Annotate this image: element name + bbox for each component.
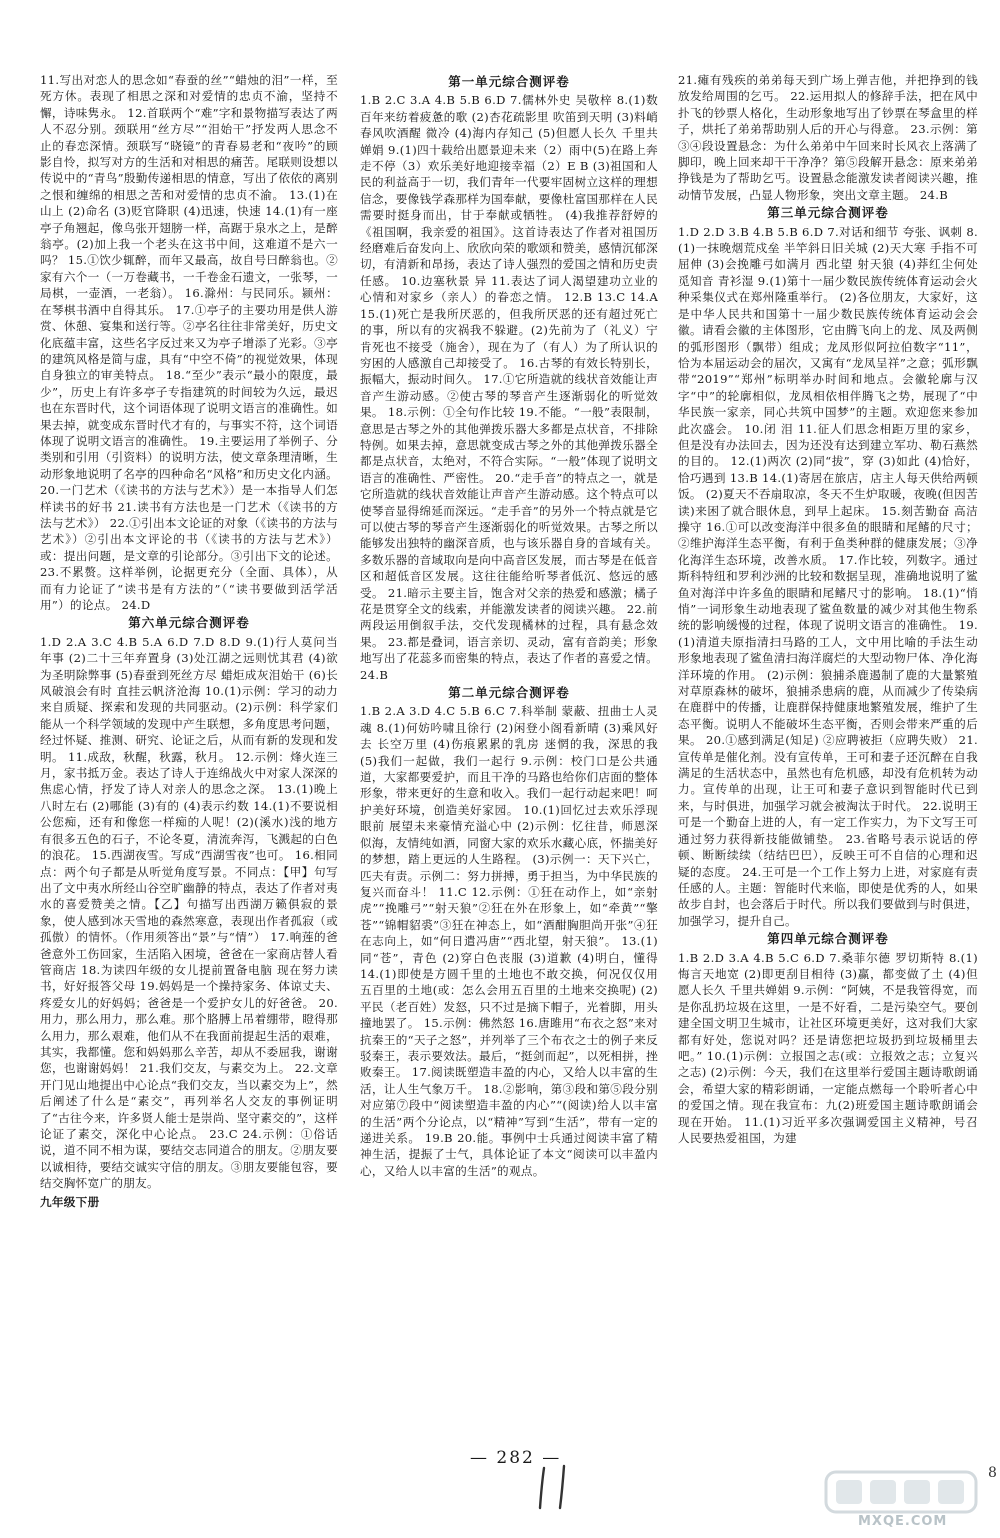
answer-text: 21.瘫有残疾的弟弟每天到广场上弹吉他，并把挣到的钱放发给周围的乞丐。 22.运用拟人的修辞手法，把在风中扑飞的钞票人格化，生动形象地写出了钞票在琴盒里的样子，烘托了弟弟帮助别人后的开心与得意。 23.示例：第③④段设置悬念：为什么弟弟中午回来时长风衣上落满了脚印，晚上回来却干干净净？第⑤段解开悬念：原来弟弟挣钱是为了帮助乞丐。设置悬念能激发读者阅读兴趣，推动情节发展，凸显人物形象，突出文章主题。 24.B: [678, 73, 978, 202]
section-heading: 第二单元综合测评卷: [448, 685, 570, 701]
answer-text: 1.B 2.C 3.A 4.B 5.B 6.D 7.儒林外史 吴敬梓 8.(1)数百年来纺着疲惫的歌 (2)杏花疏影里 吹笛到天明 (3)料峭春风吹酒醒 微冷 (4)海内存知己 (5)但愿人长久 千里共婵娟 9.(1)四十载给出愿景迎未来（2）雨中(5)在路上奔走不停（3）欢乐美好地迎接幸福（2）E B (3)祖国和人民的利益高于一切，我们青年一代要牢固树立这样的理想信念，要像钱学森那样为国奉献，要像杜富国那样在人民需要时挺身而出，甘于奉献或牺牲。 (4)我推荐舒婷的《祖国啊，我亲爱的祖国》。这首诗表达了作者对祖国历经磨难后奋发向上、欣欣向荣的歌颂和赞美，感情沉郁深切，有清新和昂扬，表达了诗人强烈的爱国之情和历史责任感。 10.边塞秋景 异 11.表达了词人渴望建功立业的心情和对家乡（亲人）的眷恋之情。 12.B 13.C 14.A 15.(1)死亡是我所厌恶的，但我所厌恶的还有超过死亡的事，所以有的灾祸我不躲避。(2)先前为了（礼义）宁肯死也不接受（施舍），现在为了（有人）为了所认识的穷困的人感激自己却接受了。 16.古琴的有效长特别长，振幅大，振动时间久。 17.①它所造就的线状音效能让声音产生游动感。②使古琴的琴音产生逐渐弱化的听觉效果。 18.示例：①全句作比较 19.不能。“一般”表限制，意思是古琴之外的其他弹拨乐器大多都是点状音，不排除特例。如果去掉，意思就变成古琴之外的其他弹拨乐器全都是点状音，太绝对，不符合实际。“一般”体现了说明文语言的准确性、严密性。 20.“走手音”的特点之一，就是它所造就的线状音效能让声音产生游动感。这个特点可以使琴音显得绵延而深远。“走手音”的另外一个特点就是它可以使古琴的琴音产生逐渐弱化的听觉效果。古琴之所以能够发出独特的幽深音质，也与该乐器自身的音域有关。多数乐器的音域取向是向中高音区发展，而古琴是在低音区和超低音区发展。这往往能给听琴者低沉、悠远的感受。 21.暗示主要主旨，饱含对父亲的热爱和感激；橘子花是贯穿全文的线索，并能激发读者的阅读兴趣。 22.前两段运用倒叙手法，交代发现橘林的过程，具有悬念效果。 23.都是叠词，语言亲切、灵动，富有音韵美；形象地写出了花蕊多而密集的特点，表达了作者的喜爱之情。 24.B: [360, 93, 658, 682]
handwritten-mark: [530, 1462, 590, 1512]
section-heading: 第四单元综合测评卷: [767, 931, 889, 947]
section-heading: 第一单元综合测评卷: [448, 74, 570, 89]
watermark-url: MXQE.COM: [858, 1514, 948, 1529]
page-number: — 282 —: [470, 1448, 562, 1468]
answer-column-middle: [360, 72, 658, 1512]
answer-text: 1.B 2.A 3.D 4.C 5.B 6.C 7.科举制 蒙蔽、扭曲士人灵魂 8.(1)何妨吟啸且徐行 (2)闲登小阁看新晴 (3)乘风好去 长空万里 (4)伤痕累累的乳房 迷惘的我，深思的我 (5)我们一起做，我们一起行 9.示例：校门口是公共通道，大家都要爱护，而且干净的马路也给你们店面的整体形象，带来更好的生意和收入。我们一起行动起来吧！呵护美好环境，创造美好家园。 10.(1)回忆过去欢乐浮现眼前 展望未来豪情充溢心中 (2)示例：忆往昔，师恩深似海，友情纯如酒，同窗大家的欢乐水藏心底，怀揣美好的梦想，踏上更远的人生路程。 (3)示例一：天下兴亡，匹夫有责。示例二：努力拼搏，勇于担当，为中华民族的复兴而奋斗！ 11.C 12.示例：①狂在动作上，如“亲射虎”“挽雕弓”“射天狼”②狂在外在形象上，如“牵黄”“擎苍”“锦帽貂裘”③狂在神态上，如“酒酣胸胆尚开张”④狂在志向上，如“何日遣冯唐”“西北望，射天狼”。 13.(1)同“苍”，青色 (2)穿白色丧服 (3)道歉 (4)明白，懂得 14.(1)即使是方圆千里的土地也不敢交换，何况仅仅用五百里的土地(或：怎么会用五百里的土地来交换呢) (2)平民（老百姓）发怒，只不过是摘下帽子，光着脚，用头撞地罢了。 15.示例：佛然怒 16.唐雎用“布衣之怒”来对抗秦王的“天子之怒”，并列举了三个布衣之士的例子来反驳秦王，表示要效法。最后，“挺剑而起”，以死相拼，挫败秦王。 17.阅读既塑造丰盈的内心，又给人以丰富的生活，让人生气象万千。 18.②影响，第③段和第⑤段分别对应第⑦段中“阅读塑造丰盈的内心”“(阅读)给人以丰富的生活”两个分论点，以“精神”写到“生活”，带有一定的递进关系。 19.B 20.能。事例中士兵通过阅读丰富了精神生活，提振了士气，具体论证了本文“阅读可以丰盈内心，又给人以丰富的生活”的观点。: [360, 704, 658, 1178]
section-heading: 第六单元综合测评卷: [128, 615, 250, 631]
answer-text: 1.D 2.A 3.C 4.B 5.A 6.D 7.D 8.D 9.(1)行人莫问当年事 (2)二十三年弃置身 (3)处江湖之远则忧其君 (4)欲为圣明除弊事 (5)春蚕到死丝方尽 蜡炬成灰泪始干 (6)长风破浪会有时 直挂云帆济沧海 10.(1)示例：学习的动力来自质疑、探索和发现的共同驱动。(2)示例：科学家们能从一个科学领域的发现中产生联想，多角度思考问题，经过怀疑、推测、研究、论证之后，从而有新的发现和发明。 11.成敌，秋醒，秋露，秋月。 12.示例：烽火连三月，家书抵万金。表达了诗人于连绵战火中对家人深深的焦虑心情，抒发了诗人对亲人的思念之深。 13.(1)晚上八时左右 (2)哪能 (3)有的 (4)表示约数 14.(1)不要说相公您痴，还有和像您一样痴的人呢！(2)(溪水)浅的地方有很多五色的石子，不论冬夏，清流奔泻，飞溅起的白色的浪花。 15.西湖夜雪。写成“西湖雪夜”也可。 16.相同点：两个句子都是从听觉角度写景。不同点：【甲】句写出了文中夷水所经山谷空旷幽静的特点，表达了作者对夷水的喜爱赞美之情。【乙】句描写出西湖万籁俱寂的景象，使人感到冰天雪地的森然寒意，表现出作者孤寂（或孤傲）的情怀。（作用须答出“景”与“情”） 17.响莲的爸爸意外工伤回家，生活陷入困境，爸爸在一家商店替人看管商店 18.为读四年级的女儿提前置备电脑 现在努力读书，好好报答父母 19.妈妈是一个操持家务、体谅丈夫、疼爱女儿的好妈妈；爸爸是一个爱护女儿的好爸爸。 20.用力，那么用力，那么难。那个胳膊上吊着绷带，瞪得那么用力，那么艰难，他们从不在我面前提起生活的艰难，其实，我都懂。您和妈妈那么辛苦，却从不委屈我，谢谢您，也谢谢妈妈！ 21.我们交友，与素交为上。 22.文章开门见山地提出中心论点“我们交友，当以素交为上”，然后阐述了什么是“素交”，再列举名人交友的事例证明了“古往今来，许多贤人能士是崇尚、坚守素交的”，这样论证了素交，深化中心论点。 23.C 24.示例：①俗话说，道不同不相为谋，要结交志同道合的朋友。②朋友要以诚相待，要结交诚实守信的朋友。③朋友要能包容，要结交胸怀宽广的朋友。: [40, 634, 338, 1191]
answer-text: 11.写出对恋人的思念如“春蚕的丝”“蜡烛的泪”一样，至死方休。表现了相思之深和对爱情的忠贞不渝，坚持不懈，诗味隽永。 12.首联两个“难”字和景物描写表达了两人不忍分别。颈联用“丝方尽”“泪始干”抒发两人思念不止的春恋深情。颈联写“晓镜”的青春易老和“夜吟”的顾影自怜，拟写对方的生活和对相思的痛苦。尾联则设想以传说中的“青鸟”殷勤传递相思的情意，写出了依依的离别之恨和缠绵的相思之苦和对爱情的忠贞不渝。 13.(1)在山上 (2)命名 (3)贬官降职 (4)迅速，快速 14.(1)有一座亭子角翘起，像鸟张开翅膀一样，高踞于泉水之上，是醉翁亭。(2)加上我一个老头在这书中间，这难道不是六一吗？ 15.①饮少辄醉，而年又最高，故自号曰醉翁也。②家有六个一（一万卷藏书，一千卷金石遗文，一张琴，一局棋，一壶酒，一老翁）。 16.滁州：与民同乐。颍州：在琴棋书酒中自得其乐。 17.①亭子的主要功用是供人游赏、休憩、宴集和送行等。②亭名往往非常美好，历史文化底蕴丰富，这些名字反过来又为亭子增添了光彩。③亭的建筑风格是简与虚，具有“中空不倚”的视觉效果，体现自身独立的审美特点。 18.“至少”表示“最小的限度，最少”，历史上有许多亭子专指建筑的时间较为久远，最迟也在东晋时代，这个词语体现了说明文语言的准确性。如果去掉，就变成东晋时代才有的，与事实不符，这个词语体现了说明文语言的准确性。 19.主要运用了举例子、分类别和引用（引资料）的说明方法，使文章条理清晰，生动形象地说明了名亭的四种命名“风格”和历史文化内涵。 20.一门艺术（《读书的方法与艺术》）是一本指导人们怎样读书的好书 21.读书有方法也是一门艺术（《读书的方法与艺术》） 22.①引出本文论证的对象（《读书的方法与艺术》）②引出本文评论的书（《读书的方法与艺术》）或：提出问题，是文章的引论部分。③引出下文的论述。 23.不累赘。这样举例，论据更充分（全面、具体），从而有力论证了“读书是有方法的”（“读书要做到活学活用”）的论点。 24.D: [40, 73, 338, 612]
answer-column-right: [678, 72, 978, 1512]
section-heading: 第三单元综合测评卷: [767, 205, 889, 221]
answer-text: 1.D 2.D 3.B 4.B 5.B 6.D 7.对话和细节 夸张、讽刺 8.(1)一抹晚烟荒戍垒 半竿斜日旧关城 (2)天大寒 手指不可屈伸 (3)会挽雕弓如满月 西北望 射天狼 (4)莽红尘何处觅知音 青衫湿 9.(1)第十一届少数民族传统体育运动会火种采集仪式在郑州隆重举行。 (2)各位朋友，大家好，这是中华人民共和国第十一届少数民族传统体育运动会会徽。请看会徽的主体图形，它由腾飞向上的龙、凤及两侧的弧形图形（飘带）组成；龙凤形似阿拉伯数字“11”，恰为本届运动会的届次，又寓有“龙凤呈祥”之意；弧形飘带“2019”“郑州”标明举办时间和地点。会徽轮廓与汉字“中”的轮廓相似，龙凤相依相伴腾飞之势，展现了“中华民族一家亲，同心共筑中国梦”的主题。欢迎您来参加此次盛会。 10.闭 泪 11.征人们思念相距万里的家乡，但是没有办法回去，因为还没有达到建立军功、勒石燕然的目的。 12.(1)两次 (2)同“拔”，穿 (3)如此 (4)恰好，恰巧遇到 13.B 14.(1)寄居在旅店，店主人每天供给两顿饭。 (2)夏天不吞扇取凉，冬天不生炉取暖，夜晚(但因苦读)来困了就合眼休息，到早上起床。 15.刻苦勤奋 高洁操守 16.①可以改变海洋中很多鱼的眼睛和尾鳍的尺寸；②维护海洋生态平衡，有利于鱼类种群的健康发展；③净化海洋生态环境，改善水质。 17.作比较，列数字。通过斯科特纽和罗利沙洲的比较和数据呈现，准确地说明了鲨鱼对海洋中许多鱼的眼睛和尾鳍尺寸的影响。 18.(1)“悄悄”一词形象生动地表现了鲨鱼数量的减少对其他生物系统的影响缓慢的过程，体现了说明文语言的准确性。 19.(1)清道夫原指清扫马路的工人，文中用比喻的手法生动形象地表现了鲨鱼清扫海洋腐烂的大型动物尸体、净化海洋环境的作用。 (2)示例：狼捕杀鹿遏制了鹿的大量繁殖对草原森林的破坏，狼捕杀患病的鹿，从而减少了传染病在鹿群中的传播，让鹿群保持健康地繁殖发展，维护了生态平衡。说明人不能破坏生态平衡，否则会带来严重的后果。 20.①感到满足(知足) ②应聘被拒（应聘失败） 21.宣传单是催化剂。没有宣传单，王可和妻子还沉醉在自我满足的生活状态中，虽然也有危机感，却没有危机转为动力。宣传单的出现，让王可和妻子意识到智能时代已到来，与时俱进，加强学习就会被淘汰于时代。 22.说明王可是一个勤奋上进的人，有一定工作实力，为下文写王可通过努力获得新技能做铺垫。 23.省略号表示说话的停顿、断断续续（结结巴巴），反映王可不自信的心理和迟疑的态度。 24.王可是一个工作上努力上进，对家庭有责任感的人。主题：智能时代来临，即使是优秀的人，如果故步自封，也会落后于时代。所以我们要做到与时俱进，加强学习，提升自己。: [678, 224, 978, 928]
grade-heading: 九年级下册: [40, 1194, 100, 1209]
answer-text: 1.B 2.D 3.A 4.B 5.C 6.D 7.桑菲尔德 罗切斯特 8.(1)悔言天地宽 (2)即更刮目相待 (3)赢，都变做了土 (4)但愿人长久 千里共婵娟 9.示例：“阿姨，不是我管得宽，而是你乱扔垃圾在这里，一是不好看，二是污染空气。要创建全国文明卫生城市，让社区环境更美好，这对我们大家都有好处，您说对吗？还是请您把垃圾扔到垃圾桶里去吧。” 10.(1)示例：立报国之志(或：立报效之志；立复兴之志) (2)示例：今天，我们在这里举行爱国主题诗歌朗诵会，希望大家的精彩朗诵，一定能点燃每一个聆听者心中的爱国之情。现在我宣布：九(2)班爱国主题诗歌朗诵会现在开始。 11.(1)习近平多次强调爱国主义精神，号召人民要热爱祖国，为建: [678, 950, 978, 1145]
watermark-logo: [822, 1468, 992, 1534]
answer-column-left: [40, 72, 338, 1512]
edge-mark: 8: [988, 1465, 997, 1481]
watermark-logo-icon: [822, 1468, 992, 1518]
